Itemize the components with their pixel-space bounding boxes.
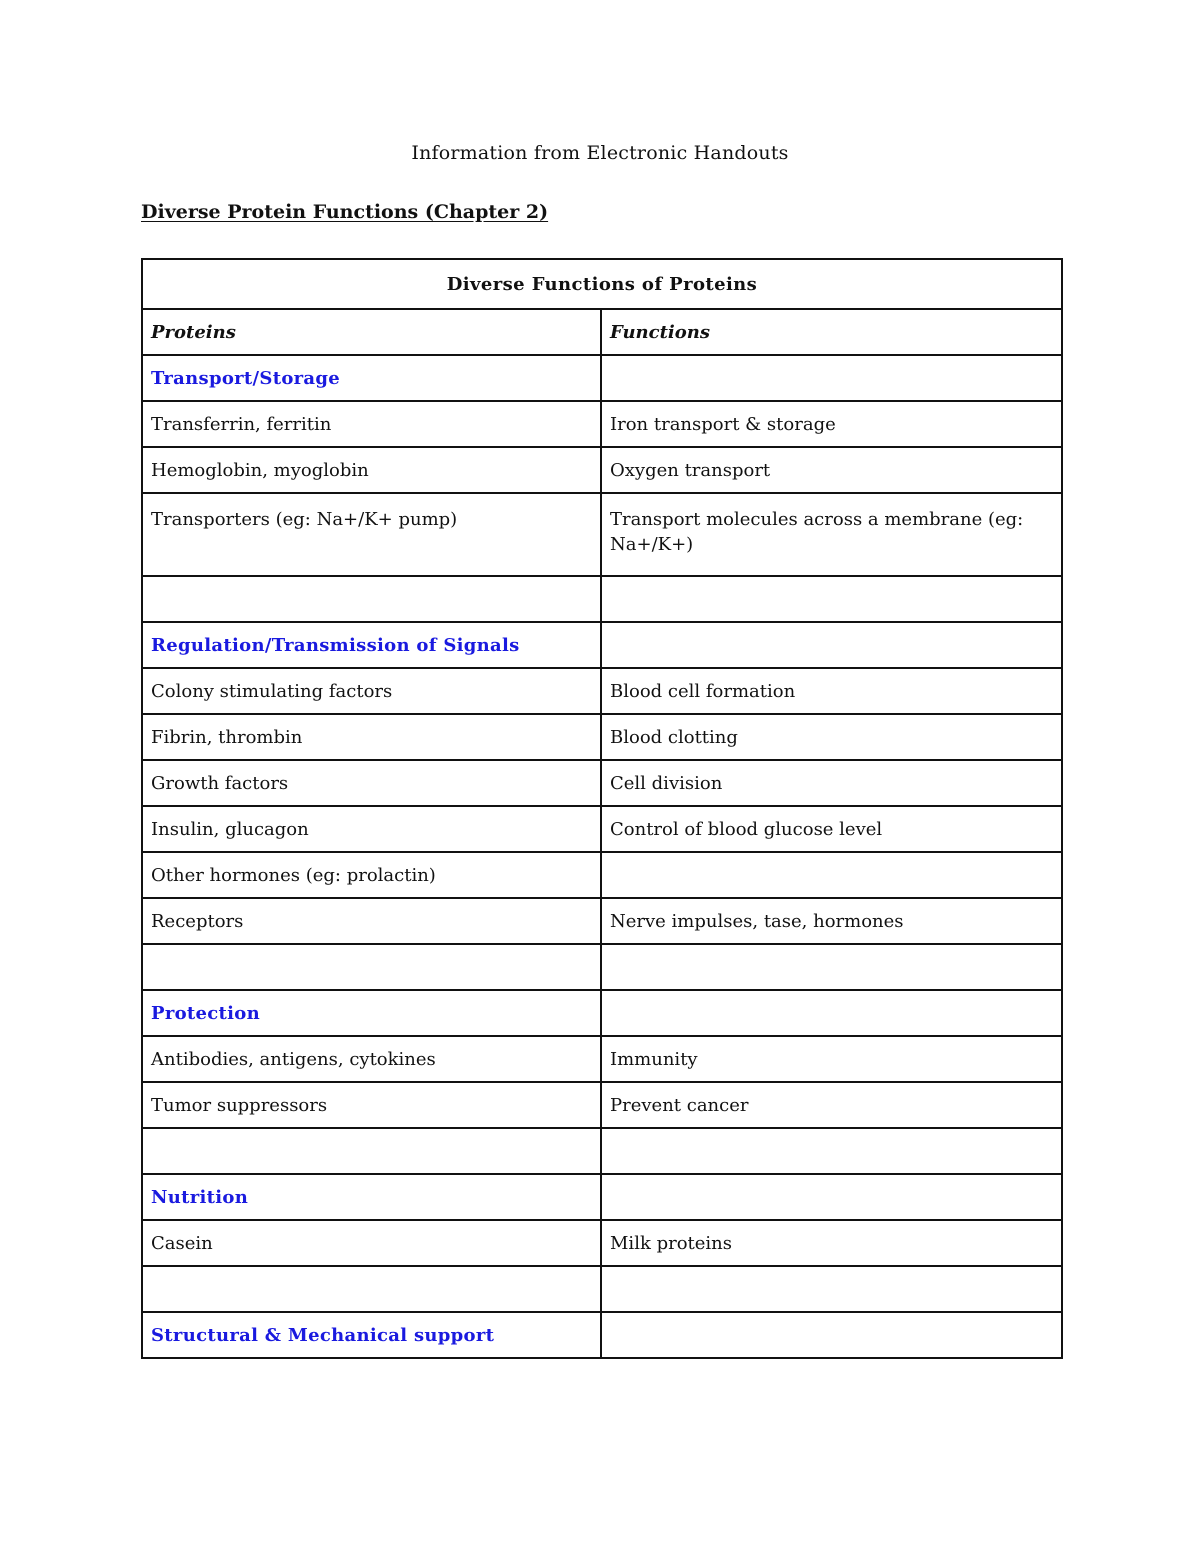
category-protection: Protection [142,990,601,1036]
table-row [142,714,1062,760]
protein-cell: Growth factors [142,760,601,806]
table-row [142,401,1062,447]
table-caption-row [142,259,1062,309]
category-nutrition: Nutrition [142,1174,601,1220]
function-cell: Transport molecules across a membrane (eg: Na+/K+) [601,493,1062,576]
function-cell: Prevent cancer [601,1082,1062,1128]
function-cell: Blood clotting [601,714,1062,760]
category-regulation-signals: Regulation/Transmission of Signals [142,622,601,668]
table-row [142,852,1062,898]
table-row [142,355,1062,401]
protein-cell [142,944,601,990]
protein-cell [142,1128,601,1174]
function-cell: Oxygen transport [601,447,1062,493]
protein-cell: Transferrin, ferritin [142,401,601,447]
function-cell: Nerve impulses, tase, hormones [601,898,1062,944]
function-cell [601,622,1062,668]
function-cell: Milk proteins [601,1220,1062,1266]
function-cell: Cell division [601,760,1062,806]
protein-cell: Antibodies, antigens, cytokines [142,1036,601,1082]
protein-cell: Insulin, glucagon [142,806,601,852]
function-cell [601,1128,1062,1174]
table-row [142,1036,1062,1082]
protein-cell: Tumor suppressors [142,1082,601,1128]
table-row [142,447,1062,493]
function-cell [601,1174,1062,1220]
table-row [142,898,1062,944]
protein-cell: Hemoglobin, myoglobin [142,447,601,493]
function-cell: Immunity [601,1036,1062,1082]
function-cell [601,1312,1062,1358]
table-row-empty [142,576,1062,622]
table-row [142,493,1062,576]
table-header-row [142,309,1062,355]
function-cell [601,944,1062,990]
table-row [142,1174,1062,1220]
table-row [142,1082,1062,1128]
table-row [142,668,1062,714]
protein-cell [142,1266,601,1312]
function-cell [601,1266,1062,1312]
table-row-empty [142,1128,1062,1174]
protein-cell: Fibrin, thrombin [142,714,601,760]
protein-functions-table [141,258,1063,1359]
page-title: Information from Electronic Handouts [411,142,789,164]
table-row [142,990,1062,1036]
function-cell [601,576,1062,622]
category-transport-storage: Transport/Storage [142,355,601,401]
table-row [142,760,1062,806]
protein-cell: Colony stimulating factors [142,668,601,714]
table-row-empty [142,1266,1062,1312]
function-cell: Iron transport & storage [601,401,1062,447]
column-header-functions: Functions [601,309,1062,355]
function-cell [601,355,1062,401]
table-row [142,622,1062,668]
table-row [142,1220,1062,1266]
protein-cell: Other hormones (eg: prolactin) [142,852,601,898]
table-row [142,806,1062,852]
protein-cell [142,576,601,622]
function-cell: Blood cell formation [601,668,1062,714]
category-structural-support: Structural & Mechanical support [142,1312,601,1358]
protein-cell: Receptors [142,898,601,944]
table-row [142,1312,1062,1358]
function-cell: Control of blood glucose level [601,806,1062,852]
protein-cell: Casein [142,1220,601,1266]
function-cell [601,852,1062,898]
function-cell [601,990,1062,1036]
section-heading: Diverse Protein Functions (Chapter 2) [141,201,549,223]
table-caption: Diverse Functions of Proteins [142,259,1062,309]
table-row-empty [142,944,1062,990]
column-header-proteins: Proteins [142,309,601,355]
protein-cell: Transporters (eg: Na+/K+ pump) [142,493,601,576]
